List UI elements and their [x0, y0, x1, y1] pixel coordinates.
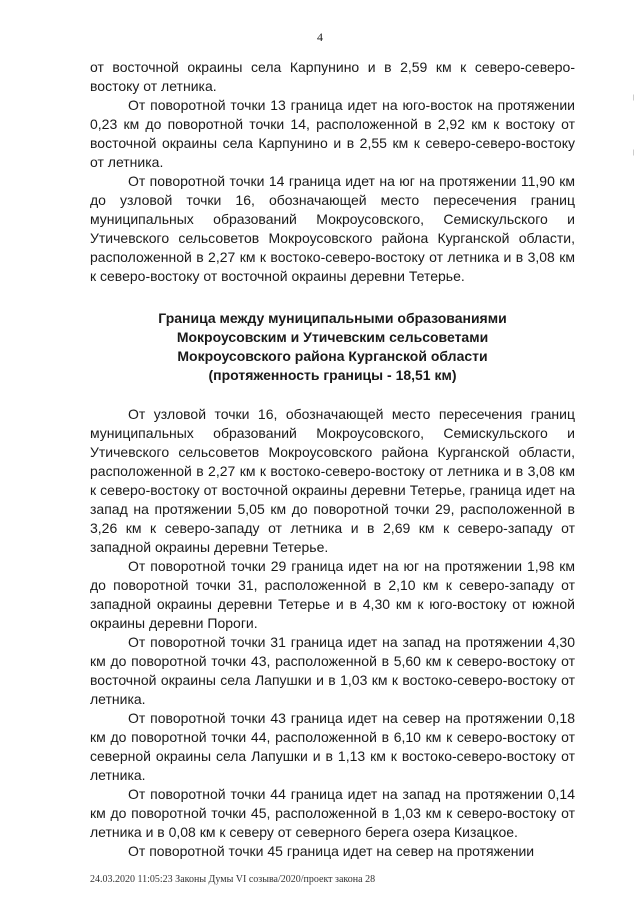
- section-heading: [90, 309, 575, 385]
- margin-mark: |: [632, 95, 634, 101]
- heading-line: Граница между муниципальными образованиями: [158, 310, 507, 326]
- document-body: [90, 58, 575, 861]
- paragraph: От поворотной точки 45 граница идет на север на протяжении: [128, 843, 535, 859]
- page-number: 4: [317, 30, 323, 44]
- heading-line: Мокроусовского района Курганской области: [177, 348, 488, 364]
- paragraph: От поворотной точки 14 граница идет на юг на протяжении 11,90 км до узловой точки 16, обозначающей место пересечения границ муниципальных образований Мокроусовского, Семискульского и Утичевского сельсоветов Мокроусовского района Курганской области, расположенной в 2,27 км к востоко-северо-востоку от летника и в 3,08 км к северо-востоку от восточной окраины деревни Тетерье.: [90, 173, 575, 284]
- margin-mark: |: [632, 150, 634, 156]
- paragraph: От поворотной точки 29 граница идет на юг на протяжении 1,98 км до поворотной точки 31, расположенной в 2,10 км к северо-западу от западной окраины деревни Тетерье и в 4,30 км к юго-востоку от южной окраины деревни Пороги.: [90, 558, 575, 631]
- heading-line: (протяженность границы - 18,51 км): [208, 367, 457, 383]
- paragraph: От узловой точки 16, обозначающей место пересечения границ муниципальных образований Мокроусовского, Семискульского и Утичевского сельсоветов Мокроусовского района Курганской области, расположенной в 2,27 км к востоко-северо-востоку от летника и в 3,08 км к северо-востоку от восточной окраины деревни Тетерье, граница идет на запад на протяжении 5,05 км до поворотной точки 29, расположенной в 3,26 км к северо-западу от летника и в 2,69 км к северо-западу от западной окраины деревни Тетерье.: [90, 406, 575, 555]
- paragraph: От поворотной точки 43 граница идет на север на протяжении 0,18 км до поворотной точки 44, расположенной в 6,10 км к северо-востоку от северной окраины села Лапушки и в 1,13 км к востоко-северо-востоку от летника.: [90, 710, 575, 783]
- paragraph: От поворотной точки 13 граница идет на юго-восток на протяжении 0,23 км до поворотной точки 14, расположенной в 2,92 км к востоку от восточной окраины села Карпунино и в 2,55 км к северо-северо-востоку от летника.: [90, 97, 575, 170]
- paragraph: от восточной окраины села Карпунино и в 2,59 км к северо-северо-востоку от летника.: [90, 59, 575, 94]
- paragraph: От поворотной точки 31 граница идет на запад на протяжении 4,30 км до поворотной точки 43, расположенной в 5,60 км к северо-востоку от восточной окраины села Лапушки и в 1,03 км к востоко-северо-востоку от летника.: [90, 634, 575, 707]
- footer-note: 24.03.2020 11:05:23 Законы Думы VI созыва/2020/проект закона 28: [90, 874, 376, 885]
- heading-line: Мокроусовским и Утичевским сельсоветами: [176, 329, 489, 345]
- paragraph: От поворотной точки 44 граница идет на запад на протяжении 0,14 км до поворотной точки 45, расположенной в 1,03 км к северо-востоку от летника и в 0,08 км к северу от северного берега озера Кизацкое.: [90, 786, 575, 840]
